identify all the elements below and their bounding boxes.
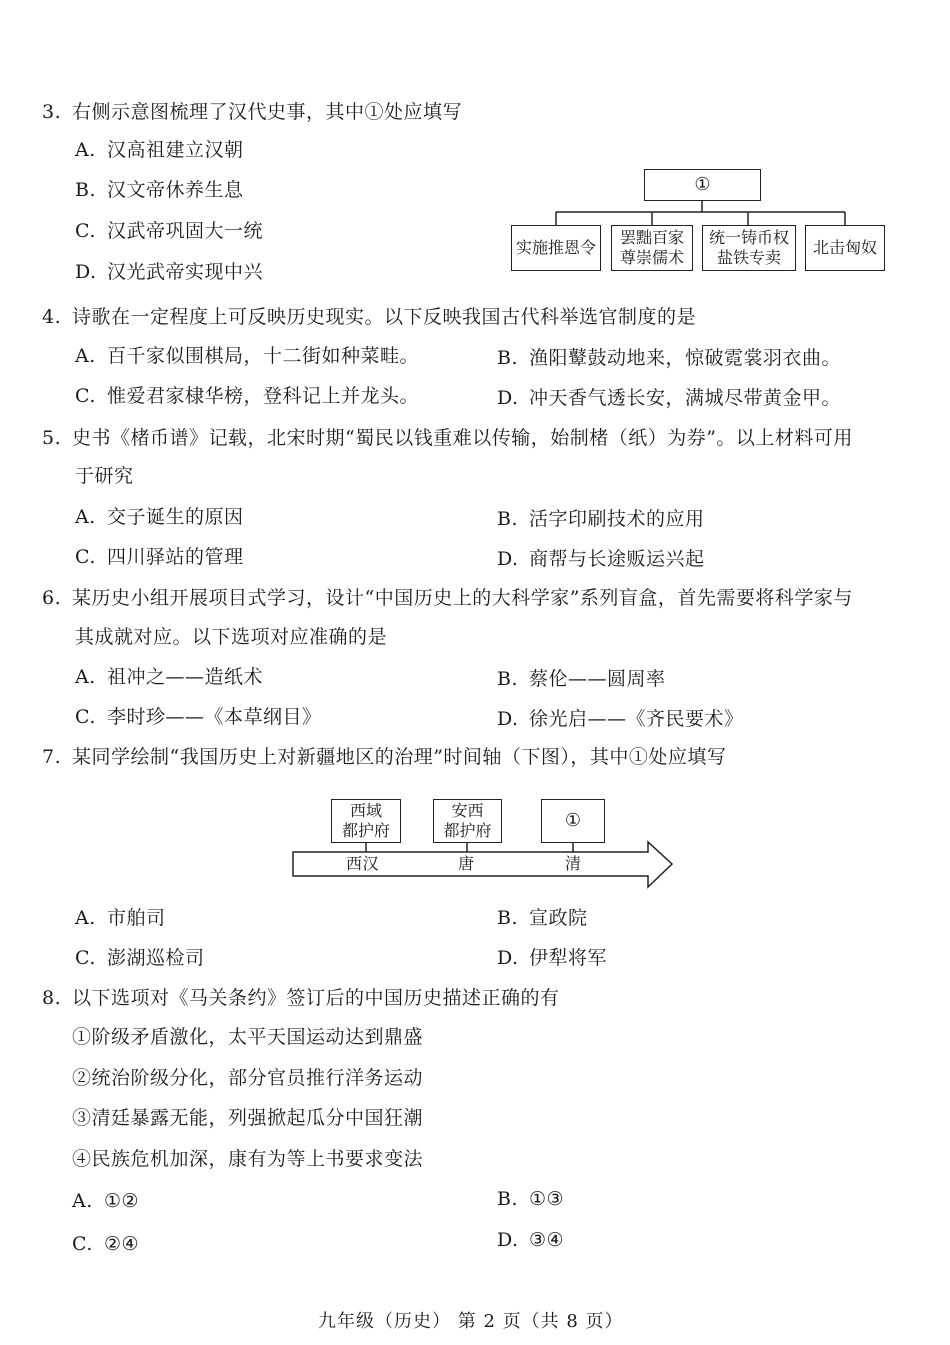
option-text: 商帮与长途贩运兴起 (529, 548, 705, 570)
option-letter: C. (72, 1233, 93, 1255)
q7-option-d (497, 946, 607, 970)
option-letter: C. (75, 546, 96, 568)
option-text: 渔阳鼙鼓动地来，惊破霓裳羽衣曲。 (529, 347, 842, 369)
option-text: 冲天香气透长安，满城尽带黄金甲。 (529, 387, 842, 409)
q8-statement: ④民族危机加深，康有为等上书要求变法 (72, 1148, 424, 1170)
option-letter: B. (497, 1188, 519, 1210)
diagram-child-box: 罢黜百家 尊崇儒术 (611, 225, 693, 271)
question-number: 7. (42, 746, 62, 768)
timeline-box: 安西 都护府 (433, 799, 502, 843)
diagram-child-box: 北击匈奴 (805, 225, 885, 271)
option-letter: B. (75, 179, 97, 201)
option-text: 澎湖巡检司 (107, 947, 205, 969)
option-letter: B. (497, 347, 519, 369)
option-text: 徐光启——《齐民要术》 (529, 708, 744, 730)
option-letter: A. (75, 907, 96, 929)
option-text: 惟爱君家棣华榜，登科记上并龙头。 (107, 385, 420, 407)
question-8-stem (42, 986, 560, 1010)
q7-option-a (75, 906, 166, 930)
q7-option-c (75, 946, 205, 970)
q8-statement: ①阶级矛盾激化，太平天国运动达到鼎盛 (72, 1026, 424, 1048)
option-text: 汉光武帝实现中兴 (107, 261, 264, 283)
question-text: 某历史小组开展项目式学习，设计“中国历史上的大科学家”系列盲盒，首先需要将科学家与 (72, 587, 853, 609)
question-text: 某同学绘制“我国历史上对新疆地区的治理”时间轴（下图），其中①处应填写 (72, 746, 727, 768)
question-text: 史书《楮币谱》记载，北宋时期“蜀民以钱重难以传输，始制楮（纸）为券”。以上材料可用 (72, 427, 853, 449)
q8-option-b (497, 1187, 564, 1211)
question-number: 3. (42, 101, 62, 123)
q7-option-b (497, 906, 588, 930)
option-text: 汉文帝休养生息 (107, 179, 244, 201)
q8-statement: ②统治阶级分化，部分官员推行洋务运动 (72, 1067, 424, 1089)
option-letter: B. (497, 907, 519, 929)
option-text: 蔡伦——圆周率 (529, 668, 666, 690)
option-letter: A. (75, 345, 96, 367)
q8-option-d (497, 1228, 564, 1252)
option-letter: D. (497, 708, 519, 730)
timeline-box: ① (541, 799, 605, 843)
option-text: 活字印刷技术的应用 (529, 508, 705, 530)
option-text: ②④ (104, 1233, 140, 1255)
option-letter: A. (75, 666, 96, 688)
option-letter: D. (497, 387, 519, 409)
q8-statement: ③清廷暴露无能，列强掀起瓜分中国狂潮 (72, 1107, 424, 1129)
option-letter: A. (75, 139, 96, 161)
option-letter: B. (497, 508, 519, 530)
q8-option-c (72, 1232, 139, 1256)
q8-option-a (72, 1189, 139, 1213)
option-letter: D. (75, 261, 97, 283)
option-letter: C. (75, 220, 96, 242)
question-6-stem-cont: 其成就对应。以下选项对应准确的是 (75, 626, 388, 648)
diagram-child-box: 统一铸币权 盐铁专卖 (702, 225, 796, 271)
option-text: 百千家似围棋局，十二街如种菜畦。 (107, 345, 420, 367)
question-number: 4. (42, 306, 62, 328)
option-text: 汉高祖建立汉朝 (107, 139, 244, 161)
diagram-child-box: 实施推恩令 (511, 225, 601, 271)
option-text: ①③ (529, 1188, 565, 1210)
question-text: 右侧示意图梳理了汉代史事，其中①处应填写 (72, 101, 463, 123)
option-text: 祖冲之——造纸术 (107, 666, 264, 688)
option-letter: A. (72, 1190, 93, 1212)
option-text: ①② (104, 1190, 140, 1212)
option-text: ③④ (529, 1229, 565, 1251)
timeline-period-label: 唐 (458, 854, 475, 873)
timeline-period-label: 西汉 (346, 854, 380, 873)
option-text: 四川驿站的管理 (107, 546, 244, 568)
question-text: 诗歌在一定程度上可反映历史现实。以下反映我国古代科举选官制度的是 (72, 306, 697, 328)
option-text: 市舶司 (107, 907, 166, 929)
option-text: 李时珍——《本草纲目》 (107, 706, 322, 728)
question-5-stem-cont: 于研究 (75, 465, 134, 487)
question-number: 8. (42, 987, 62, 1009)
option-text: 交子诞生的原因 (107, 506, 244, 528)
option-letter: D. (497, 548, 519, 570)
page-footer: 九年级（历史） 第 2 页（共 8 页） (318, 1311, 624, 1332)
option-letter: C. (75, 947, 96, 969)
option-text: 宣政院 (529, 907, 588, 929)
option-letter: D. (497, 947, 519, 969)
option-text: 伊犁将军 (529, 947, 608, 969)
option-letter: C. (75, 385, 96, 407)
question-text: 以下选项对《马关条约》签订后的中国历史描述正确的有 (72, 987, 560, 1009)
option-letter: C. (75, 706, 96, 728)
option-letter: A. (75, 506, 96, 528)
option-text: 汉武帝巩固大一统 (107, 220, 264, 242)
option-letter: D. (497, 1229, 519, 1251)
timeline-box: 西域 都护府 (331, 799, 401, 843)
timeline-period-label: 清 (565, 854, 582, 873)
question-number: 6. (42, 587, 62, 609)
option-letter: B. (497, 668, 519, 690)
question-number: 5. (42, 427, 62, 449)
diagram-root-box: ① (644, 169, 761, 201)
